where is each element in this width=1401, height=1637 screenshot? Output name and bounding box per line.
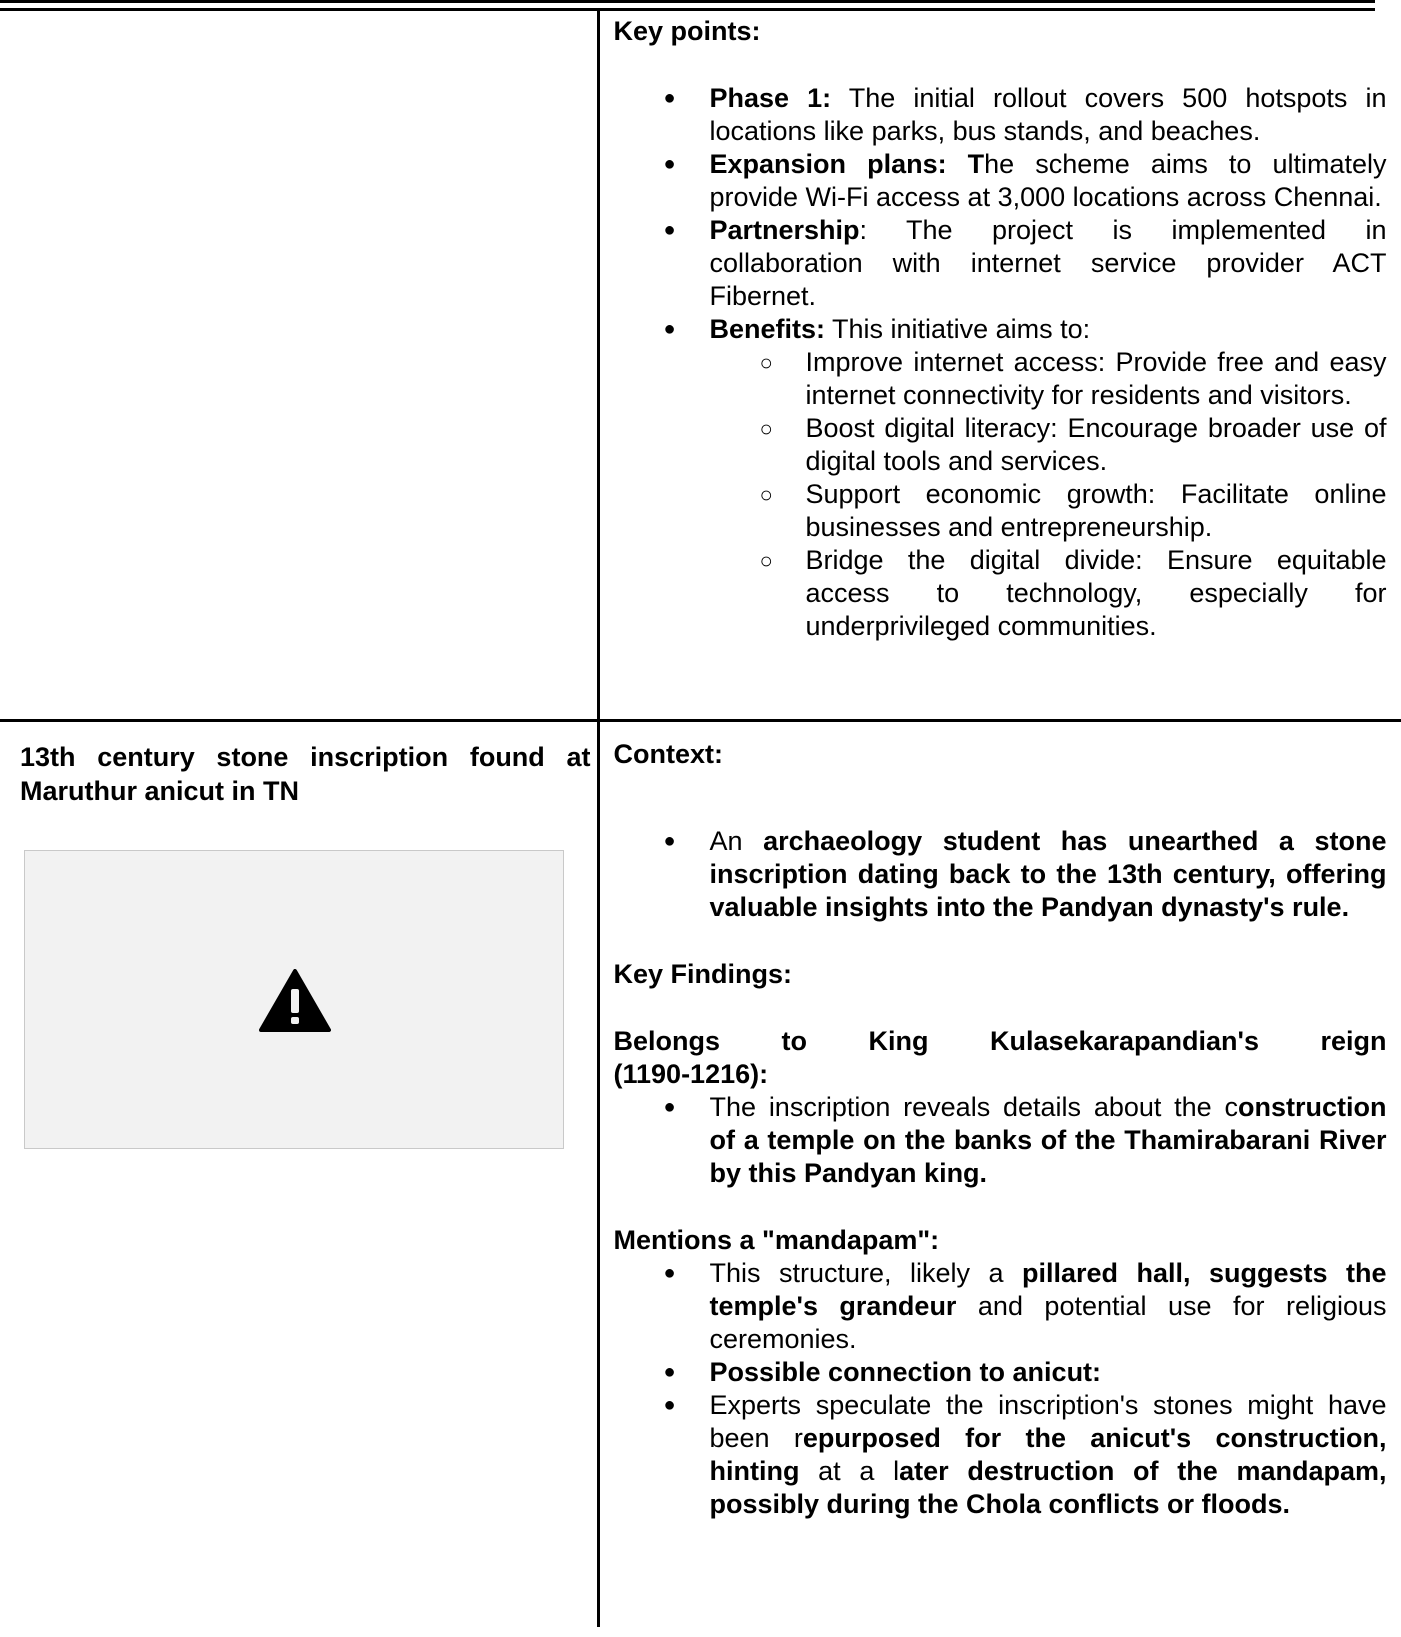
list-item: ● Phase 1: The initial rollout covers 500 hotspots in locations like parks, bus stands, and beaches. [663,83,1387,146]
row2-right-cell [598,721,1401,1628]
sub-list-item: ○ Support economic growth: Facilitate online businesses and entrepreneurship. [759,479,1387,542]
belongs-heading: Belongs to King Kulasekarapandian's reign [613,1026,1387,1056]
list-item: ● Benefits: This initiative aims to: ○ Improve internet access: Provide free and easy internet connectivity for residents and visitors. ○ Boost digital literacy: Encourage broader use of digital tools and services. ○ Support economic growth: Facilitate online businesses and entrepreneurship. ○ Bridge the digital divide: Ensure equitable access to technology, especially for underprivileged communities. [663,314,1387,641]
row2-left-cell [0,721,598,1628]
list-item: ● Partnership: The project is implemented in collaboration with internet service provider ACT Fibernet. [663,215,1387,311]
sub-list-item: ○ Boost digital literacy: Encourage broader use of digital tools and services. [759,413,1387,476]
list-item: ● Experts speculate the inscription's stones might have been repurposed for the anicut's construction, hinting at a later destruction of the mandapam, possibly during the Chola conflicts or floods. [663,1390,1387,1519]
key-points-list [614,82,1387,643]
belongs-heading-years: (1190-1216): [613,1059,769,1089]
article-title: 13th century stone inscription found at Maruthur anicut in TN [20,742,591,806]
belongs-list [614,1091,1387,1190]
broken-image-placeholder [24,850,564,1149]
row1-left-cell [0,11,598,721]
top-rule [0,0,1375,3]
context-list [614,825,1387,924]
list-item: ● This structure, likely a pillared hall, suggests the temple's grandeur and potential use for religious ceremonies. [663,1258,1387,1354]
table-row [0,721,1401,1628]
mentions-heading: Mentions a "mandapam": [613,1225,940,1255]
table-row [0,11,1401,721]
mentions-list [614,1257,1387,1521]
list-item: ● Expansion plans: The scheme aims to ultimately provide Wi-Fi access at 3,000 locations across Chennai. [663,149,1387,212]
list-item: ● Possible connection to anicut: [663,1357,1102,1387]
key-points-heading: Key points: [613,16,761,46]
warning-icon [259,969,331,1033]
context-heading: Context: [613,739,723,769]
notes-table [0,11,1401,1627]
list-item: ● The inscription reveals details about the construction of a temple on the banks of the Thamirabarani River by this Pandyan king. [663,1092,1387,1188]
benefits-list [710,346,1387,643]
row1-right-cell [598,11,1401,721]
sub-list-item: ○ Improve internet access: Provide free and easy internet connectivity for residents and visitors. [759,347,1387,410]
key-findings-heading: Key Findings: [613,959,793,989]
list-item: ● An archaeology student has unearthed a stone inscription dating back to the 13th century, offering valuable insights into the Pandyan dynasty's rule. [663,826,1387,922]
sub-list-item: ○ Bridge the digital divide: Ensure equitable access to technology, especially for underprivileged communities. [759,545,1387,641]
